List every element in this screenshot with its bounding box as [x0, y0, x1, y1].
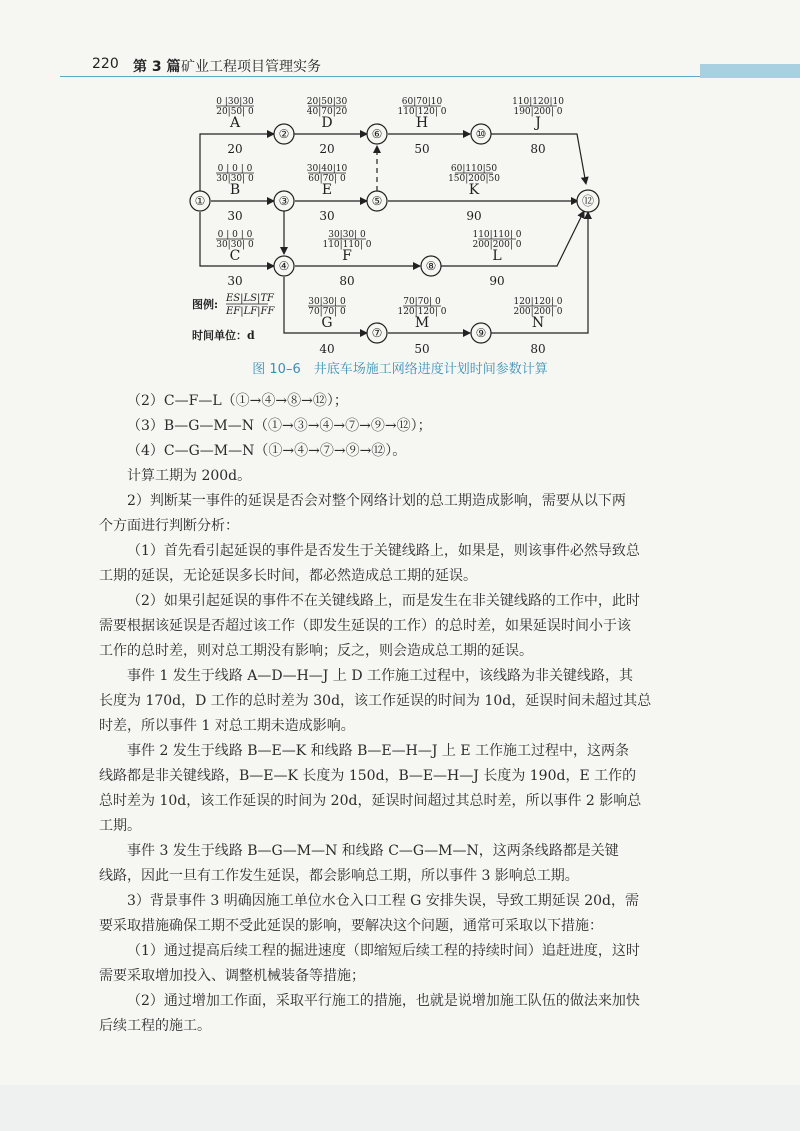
activity-L-duration: 90 — [489, 274, 505, 288]
node-12 — [577, 190, 599, 212]
activity-A — [216, 97, 254, 156]
text-line: 后续工程的施工。 — [99, 1018, 211, 1034]
legend-top: ES|LS|TF — [226, 293, 274, 304]
node-4 — [274, 256, 294, 276]
chapter-label: 第 3 篇 — [133, 59, 181, 75]
activity-F-duration: 80 — [339, 274, 355, 288]
paragraph-3 — [113, 439, 695, 464]
text-line: 需要采取增加投入、调整机械装备等措施； — [99, 968, 365, 984]
paragraph-9 — [99, 739, 695, 839]
activity-G-duration: 40 — [319, 342, 335, 353]
activity-L-params-bottom: 200|200| 0 — [472, 240, 522, 250]
activity-D-duration: 20 — [319, 142, 335, 156]
activity-H-duration: 50 — [414, 142, 430, 156]
paragraph-7 — [99, 589, 695, 664]
text-line: （3）B—G—M—N（①→③→④→⑦→⑨→⑫）； — [127, 418, 432, 434]
legend-bottom: EF|LF|FF — [226, 306, 275, 317]
activity-C-name: C — [229, 248, 241, 264]
svg-text:①: ① — [194, 194, 206, 208]
node-2 — [274, 124, 294, 144]
activity-N-params-bottom: 200|200| 0 — [513, 307, 563, 317]
activity-J-duration: 80 — [530, 142, 546, 156]
activity-N-params-top: 120|120| 0 — [513, 297, 563, 307]
activity-K-params-bottom: 150|200|50 — [448, 174, 500, 184]
activity-E-params-bottom: 60|70| 0 — [308, 174, 346, 184]
paragraph-11 — [99, 889, 695, 939]
node-1 — [190, 191, 210, 211]
activity-D-params-top: 20|50|30 — [306, 97, 348, 107]
text-line: 工期的延误，无论延误多长时间，都必然造成总工期的延误。 — [99, 568, 477, 584]
paragraph-1 — [113, 389, 695, 414]
activity-F-name: F — [342, 248, 352, 264]
node-7 — [367, 323, 387, 343]
legend — [192, 293, 275, 342]
text-line: 长度为 170d，D 工作的总时差为 30d，该工作延误的时间为 10d，延误时间未超过其总 — [99, 693, 652, 709]
activity-H-params-bottom: 110|120| 0 — [397, 107, 447, 117]
node-8 — [421, 256, 441, 276]
svg-text:⑥: ⑥ — [371, 127, 383, 141]
node-10 — [471, 124, 491, 144]
activity-A-params-top: 0 |30|30 — [216, 97, 254, 107]
activity-N-duration: 80 — [530, 342, 546, 353]
svg-text:⑩: ⑩ — [475, 127, 487, 141]
activity-B-params-top: 0 | 0 | 0 — [217, 164, 253, 174]
paragraph-8 — [99, 664, 695, 739]
book-title: 矿业工程项目管理实务 — [181, 59, 321, 75]
activity-B-duration: 30 — [227, 209, 243, 223]
activity-K-params-top: 60|110|50 — [450, 164, 498, 174]
node-5 — [367, 191, 387, 211]
activity-M-duration: 50 — [414, 342, 430, 353]
activity-L-params-top: 110|110| 0 — [472, 230, 522, 240]
activity-B-params-bottom: 30|30| 0 — [216, 174, 254, 184]
activity-D-params-bottom: 40|70|20 — [306, 107, 348, 117]
page-number: 220 — [92, 56, 119, 72]
activity-C-duration: 30 — [227, 274, 243, 288]
text-line: 线路都是非关键线路，B—E—K 长度为 150d，B—E—H—J 长度为 190d，E 工作的 — [99, 768, 637, 784]
paragraph-13 — [99, 989, 695, 1039]
network-diagram — [160, 88, 620, 353]
figure-caption: 图 10–6 井底车场施工网络进度计划时间参数计算 — [252, 362, 548, 377]
activity-D — [307, 97, 348, 156]
node-9 — [471, 323, 491, 343]
activity-F — [322, 230, 371, 288]
text-line: 要采取措施确保工期不受此延误的影响，要解决这个问题，通常可采取以下措施： — [99, 918, 603, 934]
paragraph-12 — [99, 939, 695, 989]
page-header — [0, 0, 800, 78]
text-line: 线路，因此一旦有工作发生延误，都会影响总工期，所以事件 3 影响总工期。 — [99, 868, 579, 884]
activity-E-duration: 30 — [319, 209, 335, 223]
activity-F-params-top: 30|30| 0 — [328, 230, 366, 240]
paragraph-5 — [99, 489, 695, 539]
activity-F-params-bottom: 110|110| 0 — [322, 240, 372, 250]
text-line: （1）首先看引起延误的事件是否发生于关键线路上，如果是，则该事件必然导致总 — [127, 543, 640, 559]
node-6 — [367, 124, 387, 144]
time-unit: 时间单位：d — [192, 329, 255, 342]
text-line: 个方面进行判断分析： — [99, 518, 239, 534]
activity-K-duration: 90 — [466, 209, 482, 223]
activity-D-name: D — [321, 115, 333, 131]
text-line: 工期。 — [99, 818, 141, 834]
paragraph-2 — [113, 414, 695, 439]
activity-H-name: H — [415, 115, 429, 131]
activity-K-name: K — [468, 182, 480, 198]
text-line: 计算工期为 200d。 — [127, 468, 252, 484]
svg-text:⑧: ⑧ — [425, 259, 437, 273]
activity-C — [216, 230, 254, 288]
activity-M — [397, 297, 446, 353]
header-accent-bar — [700, 64, 800, 78]
text-line: 时差，所以事件 1 对总工期未造成影响。 — [99, 718, 355, 734]
activity-A-params-bottom: 20|50| 0 — [216, 107, 254, 117]
activity-M-params-bottom: 120|120| 0 — [397, 307, 447, 317]
text-line: （2）如果引起延误的事件不在关键线路上，而是发生在非关键线路的工作中，此时 — [127, 593, 640, 609]
svg-text:⑤: ⑤ — [371, 194, 383, 208]
activity-N-name: N — [531, 315, 545, 331]
text-line: 需要根据该延误是否超过该工作（即发生延误的工作）的总时差，如果延误时间小于该 — [99, 618, 631, 634]
activity-E-params-top: 30|40|10 — [306, 164, 348, 174]
activity-J-params-top: 110|120|10 — [512, 97, 564, 107]
text-line: 事件 1 发生于线路 A—D—H—J 上 D 工作施工过程中，该线路为非关键线路，其 — [127, 668, 633, 684]
activity-C-params-bottom: 30|30| 0 — [216, 240, 254, 250]
header-rule — [60, 76, 700, 77]
activity-C-params-top: 0 | 0 | 0 — [217, 230, 253, 240]
activity-B-name: B — [229, 182, 241, 198]
text-line: 2）判断某一事件的延误是否会对整个网络计划的总工期造成影响，需要从以下两 — [127, 493, 626, 509]
text-line: 总时差为 10d，该工作延误的时间为 20d，延误时间超过其总时差，所以事件 2 影响总 — [99, 793, 642, 809]
node-3 — [274, 191, 294, 211]
text-line: 事件 3 发生于线路 B—G—M—N 和线路 C—G—M—N，这两条线路都是关键 — [127, 843, 619, 859]
activity-H — [397, 97, 446, 156]
svg-text:⑨: ⑨ — [475, 326, 487, 340]
activity-E-name: E — [321, 182, 333, 198]
svg-text:②: ② — [278, 127, 290, 141]
text-line: （1）通过提高后续工程的掘进速度（即缩短后续工程的持续时间）追赶进度，这时 — [127, 943, 640, 959]
text-line: 事件 2 发生于线路 B—E—K 和线路 B—E—H—J 上 E 工作施工过程中，这两条 — [127, 743, 630, 759]
activity-J — [512, 97, 564, 156]
activity-B — [216, 164, 254, 223]
text-line: 工作的总时差，则对总工期没有影响；反之，则会造成总工期的延误。 — [99, 643, 533, 659]
activity-L — [472, 230, 521, 288]
activity-N — [513, 297, 562, 353]
paragraph-6 — [99, 539, 695, 589]
text-line: 3）背景事件 3 明确因施工单位水仓入口工程 G 安排失误，导致工期延误 20d，需 — [127, 893, 640, 909]
activity-K — [448, 164, 500, 223]
activity-J-name: J — [535, 115, 541, 131]
svg-text:⑫: ⑫ — [581, 194, 595, 208]
activity-A-duration: 20 — [227, 142, 243, 156]
svg-text:④: ④ — [278, 259, 290, 273]
legend-label: 图例: — [192, 298, 219, 311]
paragraph-4 — [113, 464, 695, 489]
activity-A-name: A — [229, 115, 241, 131]
activity-G — [308, 297, 346, 353]
svg-text:③: ③ — [278, 194, 290, 208]
activity-G-params-bottom: 70|70| 0 — [308, 307, 346, 317]
activity-M-name: M — [414, 315, 430, 331]
activity-M-params-top: 70|70| 0 — [403, 297, 441, 307]
activity-G-params-top: 30|30| 0 — [308, 297, 346, 307]
activity-J-params-bottom: 190|200| 0 — [513, 107, 563, 117]
text-line: （2）C—F—L（①→④→⑧→⑫）； — [127, 393, 348, 409]
activity-L-name: L — [492, 248, 502, 264]
text-line: （2）通过增加工作面，采取平行施工的措施，也就是说增加施工队伍的做法来加快 — [127, 993, 640, 1009]
activity-H-params-top: 60|70|10 — [401, 97, 443, 107]
text-line: （4）C—G—M—N（①→④→⑦→⑨→⑫）。 — [127, 443, 407, 459]
svg-text:⑦: ⑦ — [371, 326, 383, 340]
paragraph-10 — [99, 839, 695, 889]
activity-E — [307, 164, 348, 223]
activity-G-name: G — [321, 315, 333, 331]
bottom-band — [0, 1085, 800, 1131]
